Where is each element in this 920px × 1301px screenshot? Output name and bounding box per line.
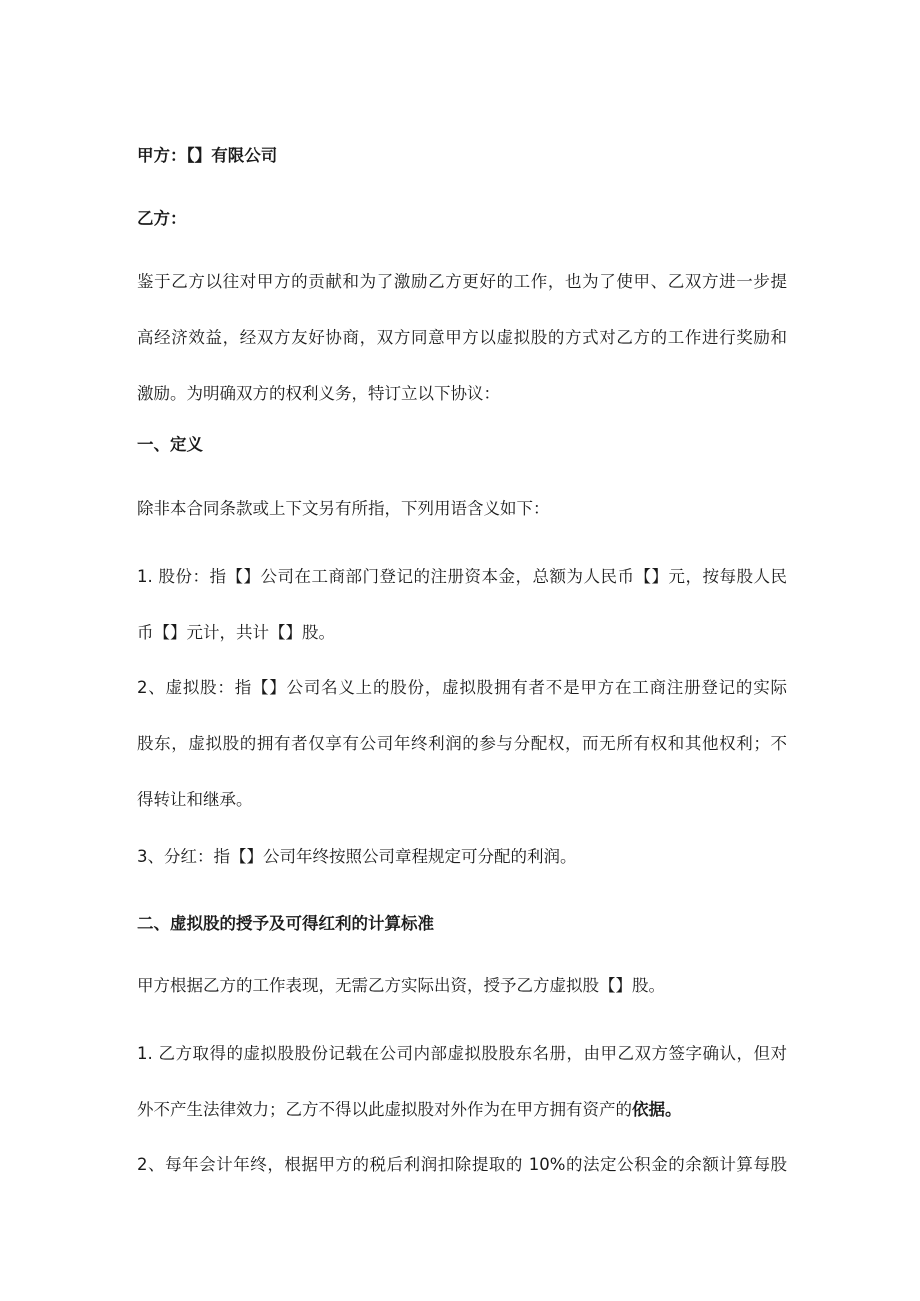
definition-item-1-line-1: 1. 股份：指【】公司在工商部门登记的注册资本金，总额为人民币【】元，按每股人民 <box>137 567 787 586</box>
grant-item-1-line-2-text: 外不产生法律效力；乙方不得以此虚拟股对外作为在甲方拥有资产的 <box>137 1100 632 1119</box>
section-1-intro-block <box>137 481 787 537</box>
preamble-line-2: 高经济效益，经双方友好协商，双方同意甲方以虚拟股的方式对乙方的工作进行奖励和 <box>137 328 787 347</box>
section-2-intro-block <box>137 958 787 1014</box>
definition-item-2 <box>137 660 787 828</box>
grant-item-2 <box>137 1137 787 1193</box>
definition-item-2-line-2: 股东，虚拟股的拥有者仅享有公司年终利润的参与分配权，而无所有权和其他权利；不 <box>137 734 787 753</box>
section-1-heading-block <box>137 417 787 473</box>
preamble-paragraph <box>137 254 787 422</box>
grant-item-2-line-1: 2、每年会计年终，根据甲方的税后利润扣除提取的 10%的法定公积金的余额计算每股 <box>137 1155 787 1174</box>
grant-item-1-line-2 <box>137 1082 787 1138</box>
party-a-line <box>137 128 787 184</box>
section-1-heading: 一、定义 <box>137 435 203 454</box>
grant-item-1-line-1: 1. 乙方取得的虚拟股股份记载在公司内部虚拟股股东名册，由甲乙双方签字确认，但对 <box>137 1044 787 1063</box>
definition-item-2-line-3: 得转让和继承。 <box>137 790 253 809</box>
section-1-intro: 除非本合同条款或上下文另有所指，下列用语含义如下： <box>137 499 550 518</box>
grant-item-1 <box>137 1026 787 1138</box>
definition-item-1 <box>137 549 787 661</box>
definition-item-1-line-2: 币【】元计，共计【】股。 <box>137 623 335 642</box>
definition-item-2-line-1: 2、虚拟股：指【】公司名义上的股份，虚拟股拥有者不是甲方在工商注册登记的实际 <box>137 678 787 697</box>
section-2-intro: 甲方根据乙方的工作表现，无需乙方实际出资，授予乙方虚拟股【】股。 <box>137 976 665 995</box>
definition-item-3-line-1: 3、分红：指【】公司年终按照公司章程规定可分配的利润。 <box>137 847 577 866</box>
party-b-line <box>137 191 787 247</box>
party-a: 甲方：【】有限公司 <box>137 146 278 165</box>
definition-item-3 <box>137 829 787 885</box>
preamble-line-3: 激励。为明确双方的权利义务，特订立以下协议： <box>137 384 500 403</box>
section-2-heading-block <box>137 896 787 952</box>
grant-item-1-line-2-emphasis: 依据。 <box>632 1100 682 1119</box>
party-b: 乙方： <box>137 209 187 228</box>
preamble-line-1: 鉴于乙方以往对甲方的贡献和为了激励乙方更好的工作，也为了使甲、乙双方进一步提 <box>137 272 787 291</box>
section-2-heading: 二、虚拟股的授予及可得红利的计算标准 <box>137 914 434 933</box>
